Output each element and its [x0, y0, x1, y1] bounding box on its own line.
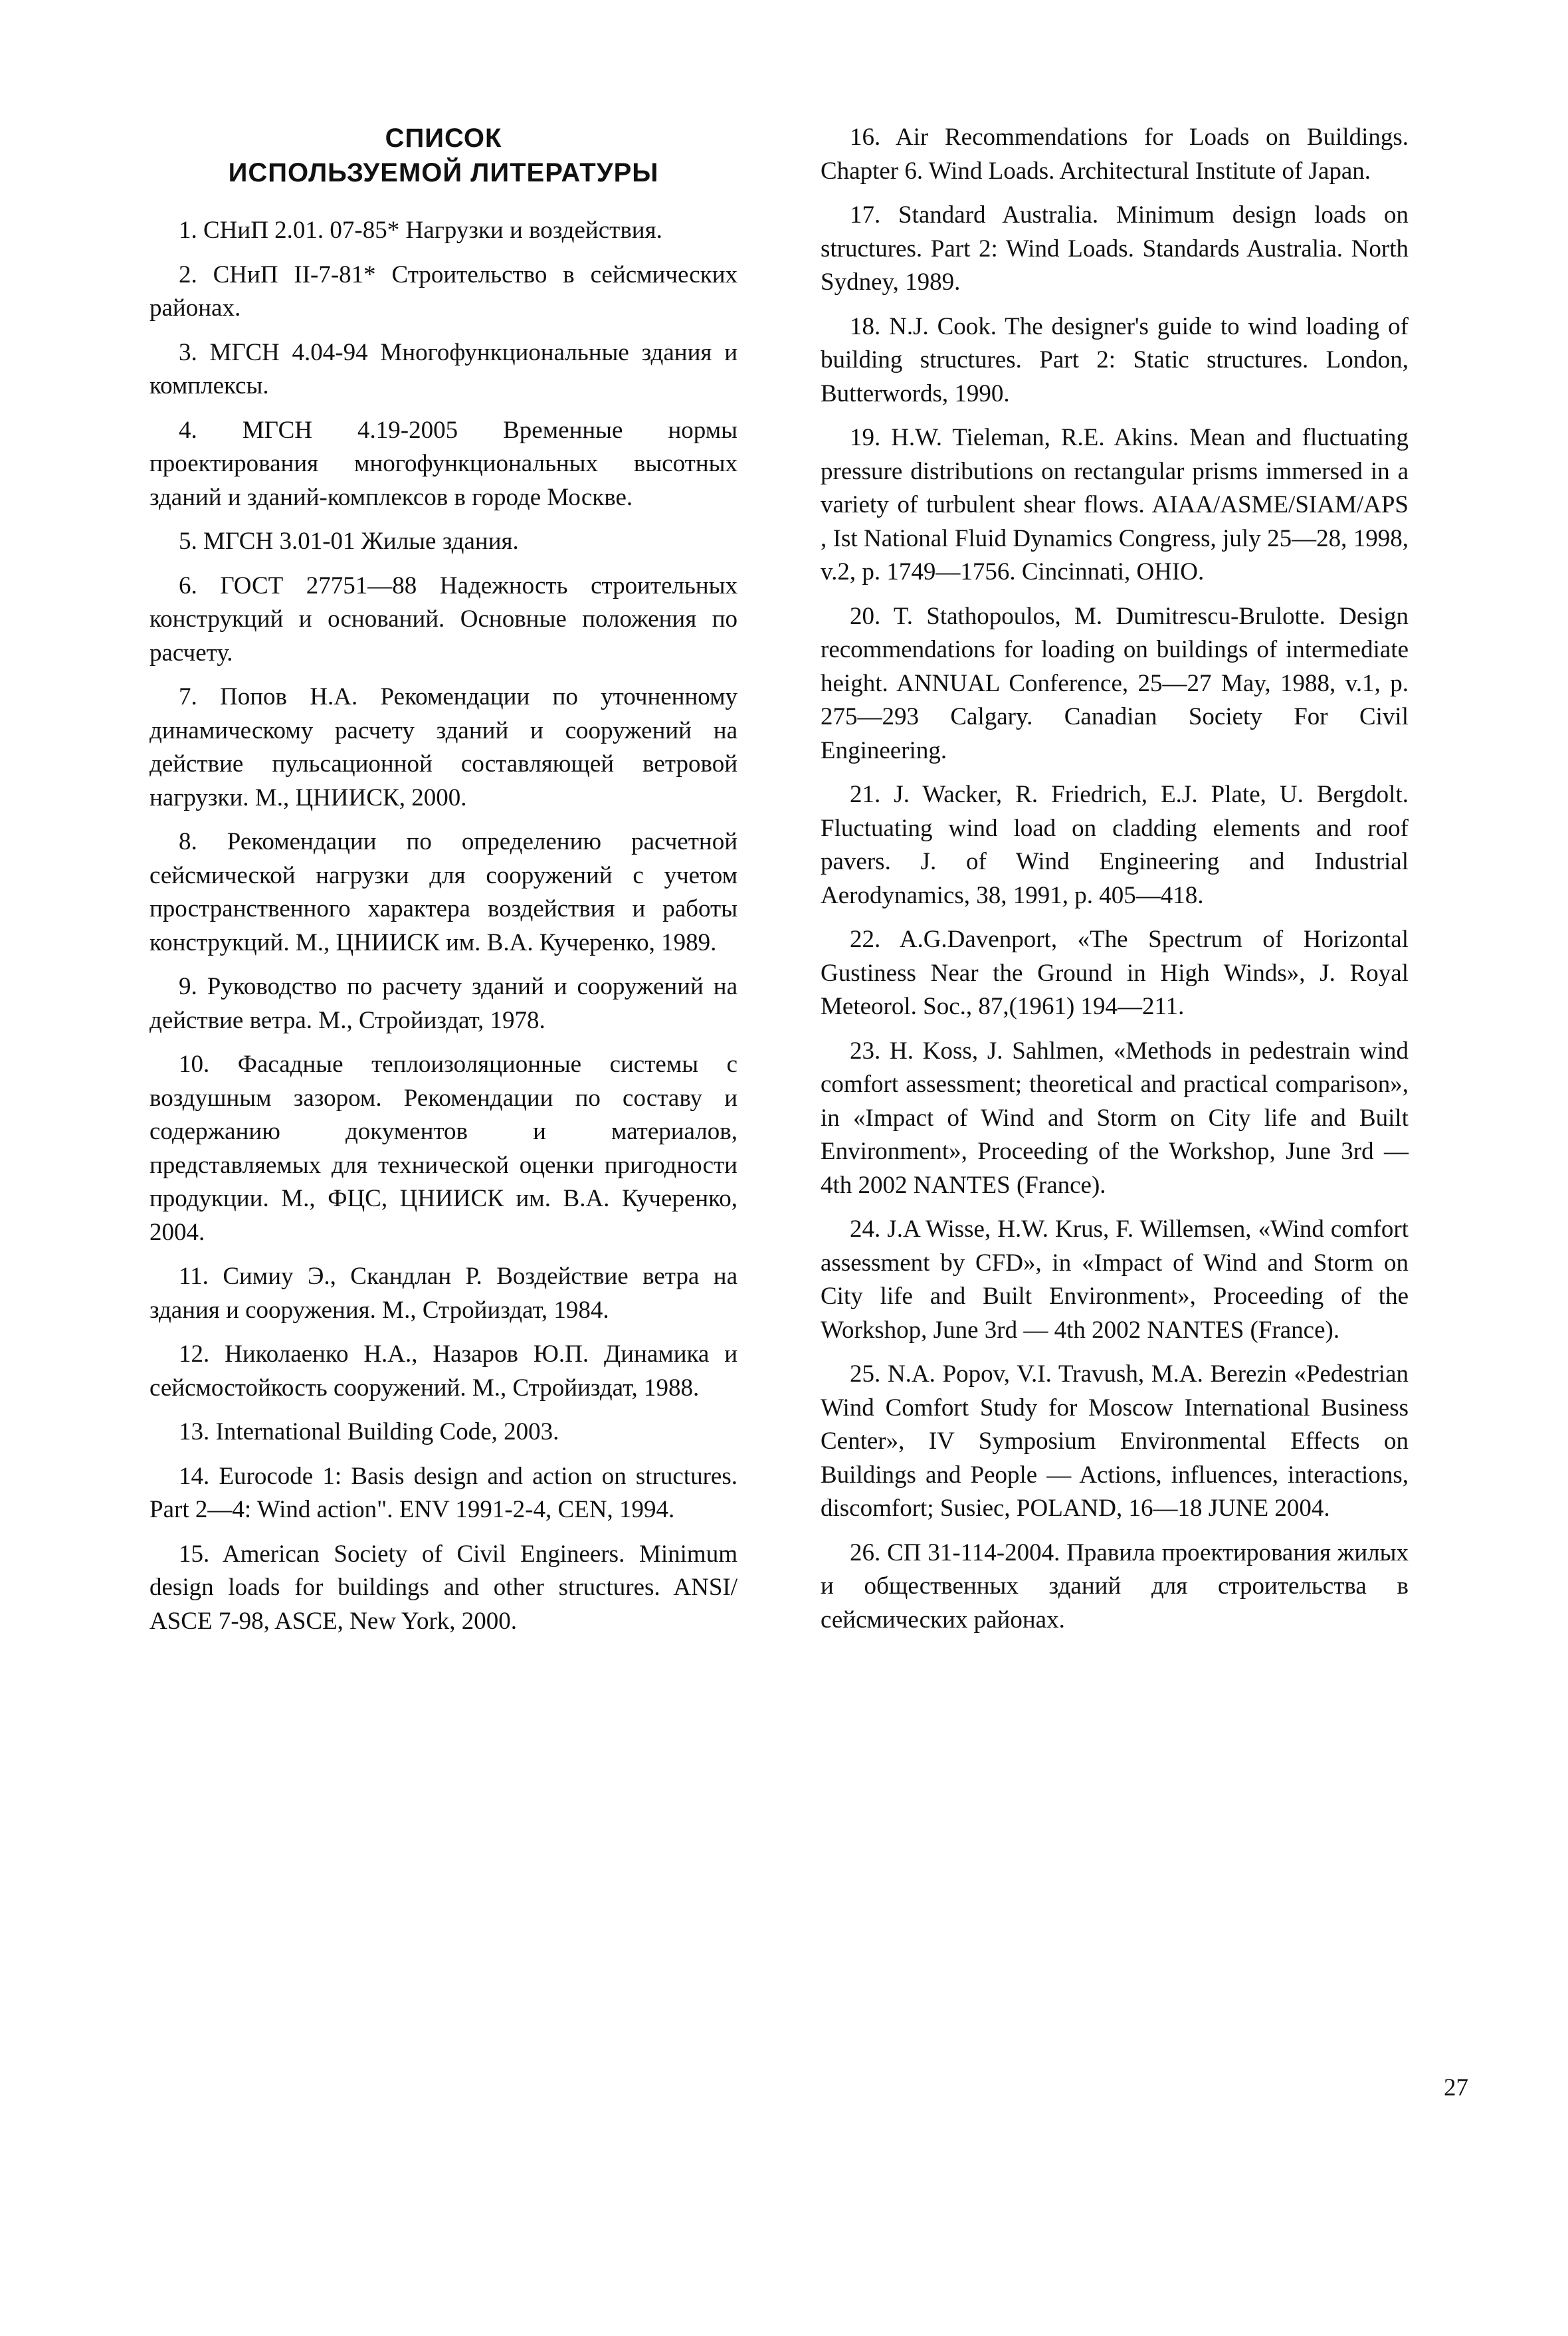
- reference-17: 17. Standard Australia. Minimum design loads on structures. Part 2: Wind Loads. Standards Australia. North Sydney, 1989.: [821, 201, 1409, 296]
- reference-18: 18. N.J. Cook. The designer's guide to wind loading of building structures. Part 2: Static structures. London, Butterwords, 1990.: [821, 312, 1409, 407]
- reference-10: 10. Фасадные теплоизоляционные системы с воздушным зазором. Рекомендации по составу и содержанию документов и материалов, представляемых для технической оценки пригодности продукции. М., ФЦС, ЦНИИСК им. В.А. Кучеренко, 2004.: [149, 1051, 737, 1246]
- reference-12: 12. Николаенко Н.А., Назаров Ю.П. Динамика и сейсмостойкость сооружений. М., Стройиздат, 1988.: [149, 1340, 737, 1402]
- reference-21: 21. J. Wacker, R. Friedrich, E.J. Plate, U. Bergdolt. Fluctuating wind load on cladding elements and roof pavers. J. of Wind Engineering and Industrial Aerodynamics, 38, 1991, p. 405—418.: [821, 781, 1409, 909]
- reference-6: 6. ГОСТ 27751—88 Надежность строительных конструкций и оснований. Основные положения по расчету.: [149, 572, 737, 667]
- reference-20: 20. T. Stathopoulos, M. Dumitrescu-Brulotte. Design recommendations for loading on buildings of intermediate height. ANNUAL Conference, 25—27 May, 1988, v.1, p. 275—293 Calgary. Canadian Society For Civil Engineering.: [821, 602, 1409, 764]
- reference-15: 15. American Society of Civil Engineers. Minimum design loads for buildings and other structures. ANSI/ ASCE 7-98, ASCE, New York, 2000.: [149, 1540, 737, 1635]
- heading-line-1: СПИСОК: [385, 124, 502, 153]
- reference-13: 13. International Building Code, 2003.: [179, 1418, 559, 1445]
- reference-19: 19. H.W. Tieleman, R.E. Akins. Mean and fluctuating pressure distributions on rectangular prisms immersed in a variety of turbulent shear flows. AIAA/ASME/SIAM/APS , Ist National Fluid Dynamics Congress, july 25—28, 1998, v.2, p. 1749—1756. Cincinnati, OHIO.: [821, 424, 1409, 585]
- reference-9: 9. Руководство по расчету зданий и сооружений на действие ветра. М., Стройиздат, 1978.: [149, 973, 737, 1034]
- reference-25: 25. N.A. Popov, V.I. Travush, M.A. Berezin «Pedestrian Wind Comfort Study for Moscow International Business Center», IV Symposium Environmental Effects on Buildings and People — Actions, influences, interactions, discomfort; Susiec, POLAND, 16—18 JUNE 2004.: [821, 1360, 1409, 1522]
- reference-3: 3. МГСН 4.04-94 Многофункциональные здания и комплексы.: [149, 338, 737, 399]
- heading-line-2: ИСПОЛЬЗУЕМОЙ ЛИТЕРАТУРЫ: [228, 158, 659, 187]
- bibliography-heading: [149, 121, 737, 190]
- right-column: [821, 121, 1409, 1647]
- reference-7: 7. Попов Н.А. Рекомендации по уточненному динамическому расчету зданий и сооружений на действие пульсационной составляющей ветровой нагрузки. М., ЦНИИСК, 2000.: [149, 683, 737, 811]
- reference-14: 14. Eurocode 1: Basis design and action on structures. Part 2—4: Wind action". ENV 1991-2-4, CEN, 1994.: [149, 1462, 737, 1523]
- reference-1: 1. СНиП 2.01. 07-85* Нагрузки и воздействия.: [179, 217, 662, 244]
- left-column: [149, 121, 737, 1649]
- page-number: 27: [1444, 2074, 1468, 2101]
- reference-5: 5. МГСН 3.01-01 Жилые здания.: [179, 528, 519, 555]
- reference-2: 2. СНиП II-7-81* Строительство в сейсмических районах.: [149, 261, 737, 322]
- reference-16: 16. Air Recommendations for Loads on Buildings. Chapter 6. Wind Loads. Architectural Institute of Japan.: [821, 124, 1409, 185]
- reference-22: 22. A.G.Davenport, «The Spectrum of Horizontal Gustiness Near the Ground in High Winds», J. Royal Meteorol. Soc., 87,(1961) 194—211.: [821, 926, 1409, 1020]
- reference-8: 8. Рекомендации по определению расчетной сейсмической нагрузки для сооружений с учетом пространственного характера воздействия и работы конструкций. М., ЦНИИСК им. В.А. Кучеренко, 1989.: [149, 828, 737, 956]
- reference-24: 24. J.A Wisse, H.W. Krus, F. Willemsen, «Wind comfort assessment by CFD», in «Impact of Wind and Storm on City life and Built Environment», Proceeding of the Workshop, June 3rd — 4th 2002 NANTES (France).: [821, 1216, 1409, 1344]
- reference-11: 11. Симиу Э., Скандлан Р. Воздействие ветра на здания и сооружения. М., Стройиздат, 1984.: [149, 1263, 737, 1324]
- reference-23: 23. H. Koss, J. Sahlmen, «Methods in pedestrain wind comfort assessment; theoretical and practical comparison», in «Impact of Wind and Storm on City life and Built Environment», Proceeding of the Workshop, June 3rd — 4th 2002 NANTES (France).: [821, 1037, 1409, 1199]
- reference-26: 26. СП 31-114-2004. Правила проектирования жилых и общественных зданий для строительства в сейсмических районах.: [821, 1539, 1409, 1634]
- reference-4: 4. МГСН 4.19-2005 Временные нормы проектирования многофункциональных высотных зданий и зданий-комплексов в городе Москве.: [149, 416, 737, 511]
